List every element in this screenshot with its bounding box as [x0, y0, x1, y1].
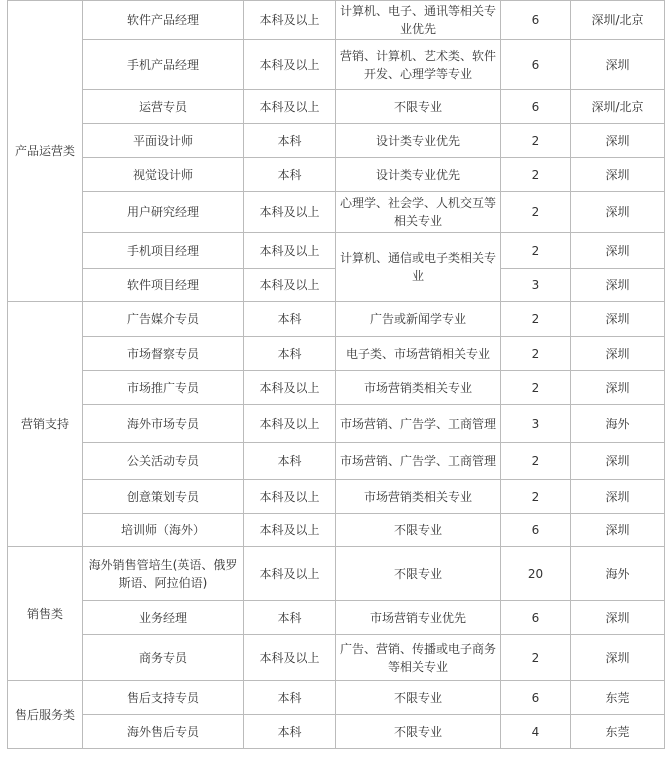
count-cell: 2 [501, 480, 571, 514]
table-row [8, 337, 665, 371]
table-row [8, 681, 665, 715]
major-cell: 广告、营销、传播或电子商务等相关专业 [336, 635, 501, 681]
position-cell: 用户研究经理 [83, 192, 244, 233]
table-row [8, 371, 665, 405]
position-cell: 业务经理 [83, 601, 244, 635]
count-cell: 6 [501, 601, 571, 635]
education-cell: 本科 [244, 302, 336, 337]
education-cell: 本科及以上 [244, 480, 336, 514]
education-cell: 本科及以上 [244, 514, 336, 547]
position-cell: 平面设计师 [83, 124, 244, 158]
position-cell: 海外售后专员 [83, 715, 244, 749]
count-cell: 4 [501, 715, 571, 749]
table-row [8, 601, 665, 635]
education-cell: 本科 [244, 681, 336, 715]
location-cell: 东莞 [571, 715, 665, 749]
education-cell: 本科 [244, 601, 336, 635]
position-cell: 售后支持专员 [83, 681, 244, 715]
location-cell: 深圳 [571, 480, 665, 514]
position-cell: 创意策划专员 [83, 480, 244, 514]
location-cell: 深圳 [571, 269, 665, 302]
count-cell: 3 [501, 269, 571, 302]
location-cell: 深圳/北京 [571, 90, 665, 124]
count-cell: 6 [501, 514, 571, 547]
location-cell: 深圳 [571, 192, 665, 233]
major-cell: 心理学、社会学、人机交互等相关专业 [336, 192, 501, 233]
location-cell: 海外 [571, 547, 665, 601]
education-cell: 本科及以上 [244, 547, 336, 601]
education-cell: 本科 [244, 715, 336, 749]
education-cell: 本科及以上 [244, 40, 336, 90]
location-cell: 深圳 [571, 635, 665, 681]
recruitment-table [7, 0, 665, 749]
education-cell: 本科及以上 [244, 405, 336, 443]
education-cell: 本科及以上 [244, 233, 336, 269]
position-cell: 海外销售管培生(英语、俄罗斯语、阿拉伯语) [83, 547, 244, 601]
location-cell: 深圳 [571, 514, 665, 547]
position-cell: 手机产品经理 [83, 40, 244, 90]
count-cell: 2 [501, 124, 571, 158]
major-cell: 市场营销、广告学、工商管理 [336, 405, 501, 443]
table-row [8, 443, 665, 480]
count-cell: 2 [501, 302, 571, 337]
table-row [8, 405, 665, 443]
location-cell: 深圳 [571, 40, 665, 90]
count-cell: 2 [501, 635, 571, 681]
count-cell: 3 [501, 405, 571, 443]
position-cell: 市场督察专员 [83, 337, 244, 371]
category-cell: 售后服务类 [8, 681, 83, 749]
location-cell: 深圳 [571, 443, 665, 480]
position-cell: 培训师（海外） [83, 514, 244, 547]
major-cell: 不限专业 [336, 681, 501, 715]
location-cell: 海外 [571, 405, 665, 443]
count-cell: 6 [501, 681, 571, 715]
table-row [8, 158, 665, 192]
education-cell: 本科及以上 [244, 269, 336, 302]
position-cell: 手机项目经理 [83, 233, 244, 269]
count-cell: 2 [501, 192, 571, 233]
table-row [8, 1, 665, 40]
major-cell: 设计类专业优先 [336, 158, 501, 192]
major-cell: 市场营销类相关专业 [336, 480, 501, 514]
table-row [8, 635, 665, 681]
location-cell: 深圳 [571, 601, 665, 635]
position-cell: 公关活动专员 [83, 443, 244, 480]
major-cell: 广告或新闻学专业 [336, 302, 501, 337]
education-cell: 本科 [244, 443, 336, 480]
education-cell: 本科及以上 [244, 192, 336, 233]
education-cell: 本科及以上 [244, 90, 336, 124]
major-cell: 电子类、市场营销相关专业 [336, 337, 501, 371]
count-cell: 2 [501, 443, 571, 480]
count-cell: 20 [501, 547, 571, 601]
location-cell: 东莞 [571, 681, 665, 715]
education-cell: 本科及以上 [244, 371, 336, 405]
category-cell: 产品运营类 [8, 1, 83, 302]
table-row [8, 90, 665, 124]
location-cell: 深圳/北京 [571, 1, 665, 40]
table-row [8, 124, 665, 158]
education-cell: 本科及以上 [244, 635, 336, 681]
major-cell: 设计类专业优先 [336, 124, 501, 158]
table-row [8, 715, 665, 749]
location-cell: 深圳 [571, 337, 665, 371]
position-cell: 市场推广专员 [83, 371, 244, 405]
position-cell: 软件项目经理 [83, 269, 244, 302]
category-cell: 营销支持 [8, 302, 83, 547]
major-cell: 不限专业 [336, 547, 501, 601]
location-cell: 深圳 [571, 302, 665, 337]
major-cell: 不限专业 [336, 514, 501, 547]
major-cell: 不限专业 [336, 90, 501, 124]
education-cell: 本科 [244, 158, 336, 192]
table-row [8, 514, 665, 547]
count-cell: 6 [501, 1, 571, 40]
count-cell: 6 [501, 90, 571, 124]
major-cell: 计算机、电子、通讯等相关专业优先 [336, 1, 501, 40]
major-cell: 市场营销、广告学、工商管理 [336, 443, 501, 480]
count-cell: 2 [501, 371, 571, 405]
category-cell: 销售类 [8, 547, 83, 681]
location-cell: 深圳 [571, 371, 665, 405]
count-cell: 2 [501, 233, 571, 269]
education-cell: 本科 [244, 337, 336, 371]
location-cell: 深圳 [571, 158, 665, 192]
count-cell: 2 [501, 158, 571, 192]
major-cell: 市场营销专业优先 [336, 601, 501, 635]
location-cell: 深圳 [571, 124, 665, 158]
major-cell: 计算机、通信或电子类相关专业 [336, 233, 501, 302]
table-row [8, 40, 665, 90]
position-cell: 软件产品经理 [83, 1, 244, 40]
position-cell: 视觉设计师 [83, 158, 244, 192]
count-cell: 2 [501, 337, 571, 371]
major-cell: 市场营销类相关专业 [336, 371, 501, 405]
position-cell: 商务专员 [83, 635, 244, 681]
table-row [8, 547, 665, 601]
major-cell: 营销、计算机、艺术类、软件开发、心理学等专业 [336, 40, 501, 90]
position-cell: 海外市场专员 [83, 405, 244, 443]
table-row [8, 302, 665, 337]
count-cell: 6 [501, 40, 571, 90]
position-cell: 广告媒介专员 [83, 302, 244, 337]
table-row [8, 192, 665, 233]
table-row [8, 480, 665, 514]
education-cell: 本科及以上 [244, 1, 336, 40]
table-row [8, 233, 665, 269]
location-cell: 深圳 [571, 233, 665, 269]
education-cell: 本科 [244, 124, 336, 158]
position-cell: 运营专员 [83, 90, 244, 124]
major-cell: 不限专业 [336, 715, 501, 749]
